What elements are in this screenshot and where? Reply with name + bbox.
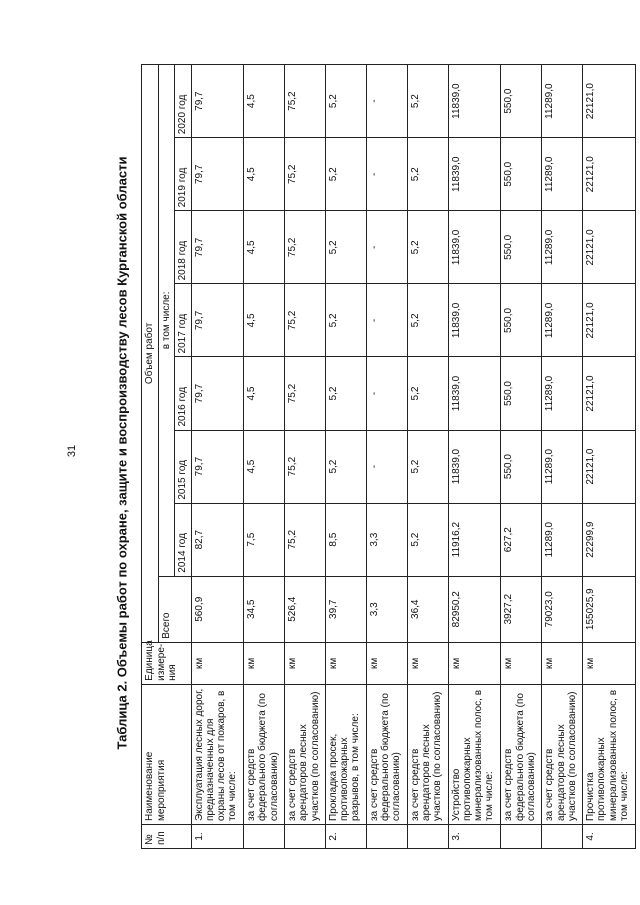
header-year: 2020 год <box>175 65 192 138</box>
row-name: за счет средств федерального бюджета (по согласованию) <box>366 684 407 824</box>
row-name: Прокладка просек, противопожарных разрывов, в том числе: <box>326 684 367 824</box>
row-year-value: 5,2 <box>326 357 367 430</box>
header-num: № п/п <box>142 824 192 848</box>
row-year-value: 22121,0 <box>583 138 636 211</box>
row-year-value: 550,0 <box>501 357 542 430</box>
row-total: 3,3 <box>366 576 407 642</box>
row-year-value: - <box>366 357 407 430</box>
row-unit: км <box>583 642 636 684</box>
row-unit: км <box>326 642 367 684</box>
row-unit: км <box>285 642 326 684</box>
row-year-value: - <box>366 211 407 284</box>
row-total: 79023,0 <box>542 576 583 642</box>
row-year-value: 550,0 <box>501 65 542 138</box>
header-year: 2019 год <box>175 138 192 211</box>
table-row <box>448 65 501 849</box>
row-unit: км <box>542 642 583 684</box>
row-number <box>285 824 326 848</box>
row-name: Устройство противопожарных минерализованных полос, в том числе: <box>448 684 501 824</box>
row-year-value: 22121,0 <box>583 284 636 357</box>
row-year-value: 79,7 <box>191 211 244 284</box>
row-year-value: 11289,0 <box>542 430 583 503</box>
row-year-value: 79,7 <box>191 138 244 211</box>
row-year-value: 5,2 <box>326 430 367 503</box>
table-title: Таблица 2. Объемы работ по охране, защите и воспроизводству лесов Курганской области <box>114 156 130 750</box>
row-total: 82950,2 <box>448 576 501 642</box>
row-year-value: 5,2 <box>407 430 448 503</box>
header-total: Всего <box>158 576 191 642</box>
row-year-value: 11839,0 <box>448 284 501 357</box>
row-year-value: 7,5 <box>244 503 285 576</box>
row-number <box>366 824 407 848</box>
row-year-value: 75,2 <box>285 211 326 284</box>
row-year-value: 5,2 <box>326 211 367 284</box>
table-row <box>583 65 636 849</box>
row-year-value: 11289,0 <box>542 138 583 211</box>
table-row <box>326 65 367 849</box>
row-total: 155025,9 <box>583 576 636 642</box>
table-row <box>244 65 285 849</box>
row-year-value: 5,2 <box>326 138 367 211</box>
row-name: Прочистка противопожарных минерализованных полос, в том числе: <box>583 684 636 824</box>
row-year-value: 4,5 <box>244 357 285 430</box>
row-year-value: 8,5 <box>326 503 367 576</box>
row-year-value: 22121,0 <box>583 65 636 138</box>
row-number: 2. <box>326 824 367 848</box>
header-year: 2014 год <box>175 503 192 576</box>
row-year-value: 5,2 <box>326 284 367 357</box>
row-year-value: 11916,2 <box>448 503 501 576</box>
row-year-value: 5,2 <box>407 211 448 284</box>
row-year-value: 5,2 <box>407 284 448 357</box>
row-unit: км <box>407 642 448 684</box>
row-year-value: 11289,0 <box>542 65 583 138</box>
row-year-value: 550,0 <box>501 430 542 503</box>
row-year-value: 75,2 <box>285 284 326 357</box>
header-volume: Объем работ <box>142 65 159 643</box>
row-number: 3. <box>448 824 501 848</box>
row-year-value: - <box>366 284 407 357</box>
row-year-value: 4,5 <box>244 65 285 138</box>
header-unit: Единица измере-ния <box>142 642 192 684</box>
row-unit: км <box>244 642 285 684</box>
row-year-value: 4,5 <box>244 284 285 357</box>
row-total: 560,9 <box>191 576 244 642</box>
row-year-value: 11839,0 <box>448 430 501 503</box>
row-total: 526,4 <box>285 576 326 642</box>
row-number: 1. <box>191 824 244 848</box>
header-year: 2016 год <box>175 357 192 430</box>
row-year-value: 5,2 <box>407 65 448 138</box>
row-year-value: - <box>366 65 407 138</box>
row-year-value: 75,2 <box>285 138 326 211</box>
row-year-value: 79,7 <box>191 357 244 430</box>
row-year-value: 22121,0 <box>583 211 636 284</box>
row-number <box>542 824 583 848</box>
row-name: за счет средств арендаторов лесных участков (по согласованию) <box>407 684 448 824</box>
row-name: за счет средств федерального бюджета (по согласованию) <box>244 684 285 824</box>
row-name: за счет средств арендаторов лесных участков (по согласованию) <box>285 684 326 824</box>
row-year-value: 5,2 <box>407 357 448 430</box>
row-year-value: 5,2 <box>407 138 448 211</box>
row-year-value: 22121,0 <box>583 430 636 503</box>
row-name: Эксплуатация лесных дорог, предназначенных для охраны лесов от пожаров, в том числе: <box>191 684 244 824</box>
row-year-value: 79,7 <box>191 65 244 138</box>
table-container <box>141 64 636 849</box>
row-unit: км <box>366 642 407 684</box>
row-year-value: 79,7 <box>191 430 244 503</box>
table-row <box>407 65 448 849</box>
row-year-value: 11839,0 <box>448 65 501 138</box>
row-unit: км <box>191 642 244 684</box>
row-total: 3927,2 <box>501 576 542 642</box>
row-year-value: 4,5 <box>244 430 285 503</box>
row-year-value: 11289,0 <box>542 357 583 430</box>
table-row <box>501 65 542 849</box>
table-row <box>285 65 326 849</box>
row-year-value: 3,3 <box>366 503 407 576</box>
header-year: 2015 год <box>175 430 192 503</box>
row-year-value: 11839,0 <box>448 357 501 430</box>
table-row <box>191 65 244 849</box>
row-unit: км <box>448 642 501 684</box>
row-year-value: 5,2 <box>326 65 367 138</box>
row-year-value: 11839,0 <box>448 211 501 284</box>
row-number <box>501 824 542 848</box>
header-name: Наименование мероприятия <box>142 684 192 824</box>
row-number: 4. <box>583 824 636 848</box>
row-year-value: 82,7 <box>191 503 244 576</box>
forest-works-table <box>141 64 636 849</box>
row-year-value: 11839,0 <box>448 138 501 211</box>
row-unit: км <box>501 642 542 684</box>
row-year-value: 11289,0 <box>542 211 583 284</box>
row-year-value: 550,0 <box>501 284 542 357</box>
row-year-value: 5,2 <box>407 503 448 576</box>
row-year-value: 4,5 <box>244 211 285 284</box>
row-year-value: 627,2 <box>501 503 542 576</box>
row-total: 39,7 <box>326 576 367 642</box>
row-number <box>407 824 448 848</box>
row-year-value: 79,7 <box>191 284 244 357</box>
row-total: 34,5 <box>244 576 285 642</box>
row-number <box>244 824 285 848</box>
table-row <box>366 65 407 849</box>
row-year-value: 75,2 <box>285 357 326 430</box>
row-year-value: 550,0 <box>501 211 542 284</box>
row-name: за счет средств арендаторов лесных участков (по согласованию) <box>542 684 583 824</box>
row-year-value: 75,2 <box>285 503 326 576</box>
row-year-value: - <box>366 138 407 211</box>
row-name: за счет средств федерального бюджета (по согласованию) <box>501 684 542 824</box>
table-row <box>542 65 583 849</box>
row-year-value: 22121,0 <box>583 357 636 430</box>
row-year-value: 75,2 <box>285 430 326 503</box>
row-year-value: - <box>366 430 407 503</box>
row-year-value: 4,5 <box>244 138 285 211</box>
row-year-value: 11289,0 <box>542 503 583 576</box>
header-year: 2018 год <box>175 211 192 284</box>
row-year-value: 22299,9 <box>583 503 636 576</box>
header-year: 2017 год <box>175 284 192 357</box>
page-number: 31 <box>66 444 78 458</box>
header-in-that: в том числе: <box>158 65 175 577</box>
row-total: 36,4 <box>407 576 448 642</box>
row-year-value: 11289,0 <box>542 284 583 357</box>
row-year-value: 75,2 <box>285 65 326 138</box>
row-year-value: 550,0 <box>501 138 542 211</box>
